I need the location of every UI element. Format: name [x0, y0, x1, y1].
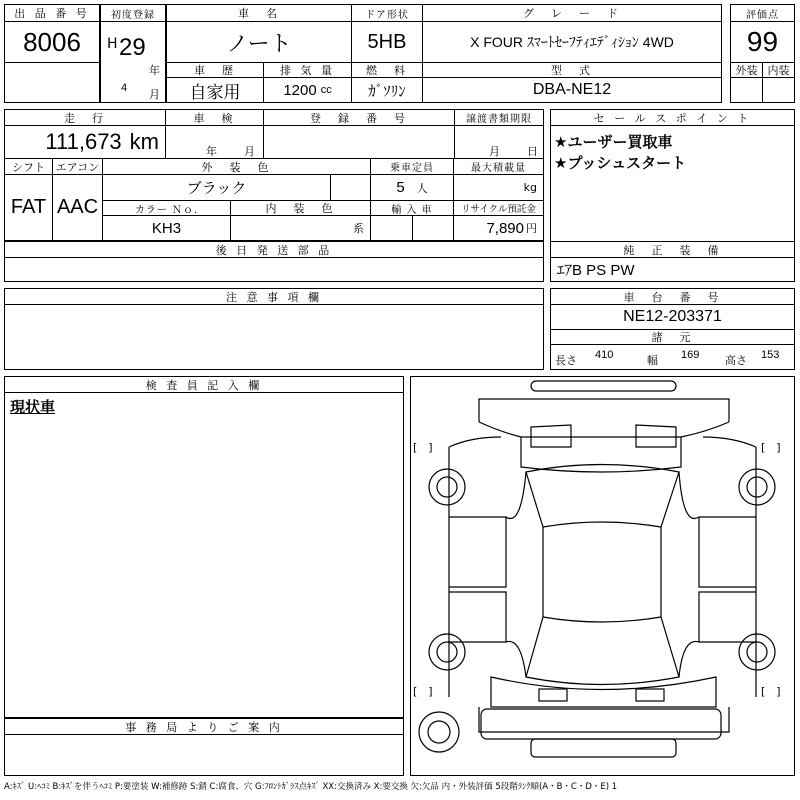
registration-year: 29 — [119, 34, 146, 61]
mileage-value: 111,673 — [45, 129, 122, 154]
height-value: 153 — [761, 349, 780, 361]
recycle-deposit-value: 7,890 — [486, 219, 524, 237]
model-code-value: DBA-NE12 — [422, 77, 722, 103]
length-label: 長さ — [555, 354, 577, 367]
mileage-unit: km — [129, 129, 159, 154]
car-name-label: 車 名 — [166, 4, 352, 22]
exterior-score-box — [730, 77, 763, 103]
registration-month: 4 — [121, 82, 128, 94]
era-mark: H — [107, 36, 118, 52]
capacity-label: 乗車定員 — [370, 158, 454, 175]
dimensions-box — [550, 344, 795, 370]
month-unit: 月 — [149, 88, 160, 101]
selling-points-box — [550, 125, 795, 242]
chassis-number-label: 車 台 番 号 — [550, 288, 795, 305]
damage-diagram — [410, 376, 795, 776]
inspection-label: 車 検 — [165, 109, 264, 126]
import-label: 輸 入 車 — [370, 200, 454, 216]
import-box-a — [370, 215, 413, 241]
history-value: 自家用 — [166, 77, 264, 103]
fuel-label: 燃 料 — [351, 62, 423, 78]
interior-color-unit: 系 — [353, 222, 364, 235]
right-bracket-bottom: [ ] — [761, 685, 781, 698]
registration-number-box — [263, 125, 455, 159]
score-value: 99 — [730, 21, 795, 63]
lot-number-label: 出 品 番 号 — [4, 4, 100, 22]
first-registration-label: 初度登録 — [100, 4, 166, 22]
registration-number-label: 登 録 番 号 — [263, 109, 455, 126]
damage-legend: A:ｷｽﾞ U:ﾍｺﾐ B:ｷｽﾞを伴うﾍｺﾐ P:要塗装 W:補修跡 S:錆 C:腐食、穴 G:ﾌﾛﾝﾄｶﾞﾗｽ点ｷｽﾞ XX:交換済み X:要交換 欠:欠品 内・外装評価 5段階ﾗﾝｸ順(A・B・C・D・E) 1 — [4, 782, 618, 792]
transfer-deadline-label: 譲渡書類期限 — [454, 109, 544, 126]
door-type-value: 5HB — [351, 21, 423, 63]
first-registration-box — [100, 21, 166, 103]
mileage-label: 走 行 — [4, 109, 166, 126]
model-code-label: 型 式 — [422, 62, 722, 78]
fuel-value: ｶﾞｿﾘﾝ — [351, 77, 423, 103]
recycle-deposit-unit: 円 — [526, 223, 537, 235]
chassis-number-value: NE12-203371 — [550, 304, 795, 330]
recycle-deposit-label: リサイクル預託金 — [453, 200, 544, 216]
year-unit: 年 — [149, 64, 160, 77]
shift-label: シフト — [4, 158, 53, 175]
width-label: 幅 — [647, 354, 658, 367]
recycle-deposit-box — [453, 215, 544, 241]
max-load-label: 最大積載量 — [453, 158, 544, 175]
capacity-value: 5 — [396, 179, 405, 196]
history-label: 車 歴 — [166, 62, 264, 78]
lot-number-value: 8006 — [4, 21, 100, 63]
inspection-box — [165, 125, 264, 159]
later-parts-box — [4, 257, 544, 282]
later-parts-label: 後 日 発 送 部 品 — [4, 241, 544, 258]
displacement-value: 1200 — [283, 81, 317, 99]
displacement-label: 排 気 量 — [263, 62, 352, 78]
inspection-year-unit: 年 — [206, 145, 217, 158]
inspector-note-text: 現状車 — [10, 398, 56, 416]
max-load-unit: kg — [523, 181, 537, 194]
door-type-label: ドア形状 — [351, 4, 423, 22]
selling-point-1: ★ユーザー買取車 — [554, 133, 673, 151]
interior-label: 内装 — [762, 62, 795, 78]
shift-value: FAT — [4, 174, 53, 241]
width-value: 169 — [681, 349, 700, 361]
left-bracket-top: [ ] — [413, 441, 433, 454]
capacity-box — [370, 174, 454, 201]
inspection-month-unit: 月 — [244, 145, 255, 158]
selling-point-2: ★プッシュスタート — [554, 154, 687, 172]
interior-color-label: 内 装 色 — [230, 200, 371, 216]
transfer-day-unit: 日 — [527, 145, 538, 158]
height-label: 高さ — [725, 354, 747, 367]
genuine-equipment-value: ｴｱB PS PW — [550, 257, 795, 282]
exterior-color-value: ブラック — [102, 174, 331, 201]
inspector-notes-label: 検 査 員 記 入 欄 — [4, 376, 404, 393]
transfer-deadline-box — [454, 125, 544, 159]
displacement-box — [263, 77, 352, 103]
displacement-unit: cc — [320, 84, 332, 96]
notes-label: 注 意 事 項 欄 — [4, 288, 544, 305]
left-bracket-bottom: [ ] — [413, 685, 433, 698]
color-number-value: KH3 — [102, 215, 231, 241]
transfer-month-unit: 月 — [489, 145, 500, 158]
genuine-equipment-label: 純 正 装 備 — [550, 241, 795, 258]
exterior-label: 外装 — [730, 62, 763, 78]
grade-value: X FOUR ｽﾏｰﾄｾｰﾌﾃｨｴﾃﾞｨｼｮﾝ 4WD — [422, 21, 722, 63]
interior-color-box — [230, 215, 371, 241]
selling-points-label: セ ー ル ス ポ イ ン ト — [550, 109, 795, 126]
aircon-value: AAC — [52, 174, 103, 241]
interior-score-box — [762, 77, 795, 103]
right-bracket-top: [ ] — [761, 441, 781, 454]
grade-label: グ レ ー ド — [422, 4, 722, 22]
length-value: 410 — [595, 349, 614, 361]
office-notice-label: 事 務 局 よ り ご 案 内 — [4, 718, 404, 735]
dimensions-label: 諸 元 — [550, 329, 795, 345]
car-name-value: ノート — [166, 21, 352, 63]
exterior-color-extra — [330, 174, 371, 201]
import-box-b — [412, 215, 454, 241]
notes-box — [4, 304, 544, 370]
mileage-box — [4, 125, 166, 159]
car-outline-diagram — [411, 377, 794, 775]
color-number-label: カラー Ｎｏ. — [102, 200, 231, 216]
capacity-unit: 人 — [416, 182, 428, 195]
max-load-box — [453, 174, 544, 201]
score-label: 評価点 — [730, 4, 795, 22]
office-notice-box — [4, 734, 404, 776]
exterior-color-label: 外 装 色 — [102, 158, 371, 175]
aircon-label: エアコン — [52, 158, 103, 175]
inspector-notes-box — [4, 392, 404, 718]
lot-number-blank — [4, 62, 100, 103]
